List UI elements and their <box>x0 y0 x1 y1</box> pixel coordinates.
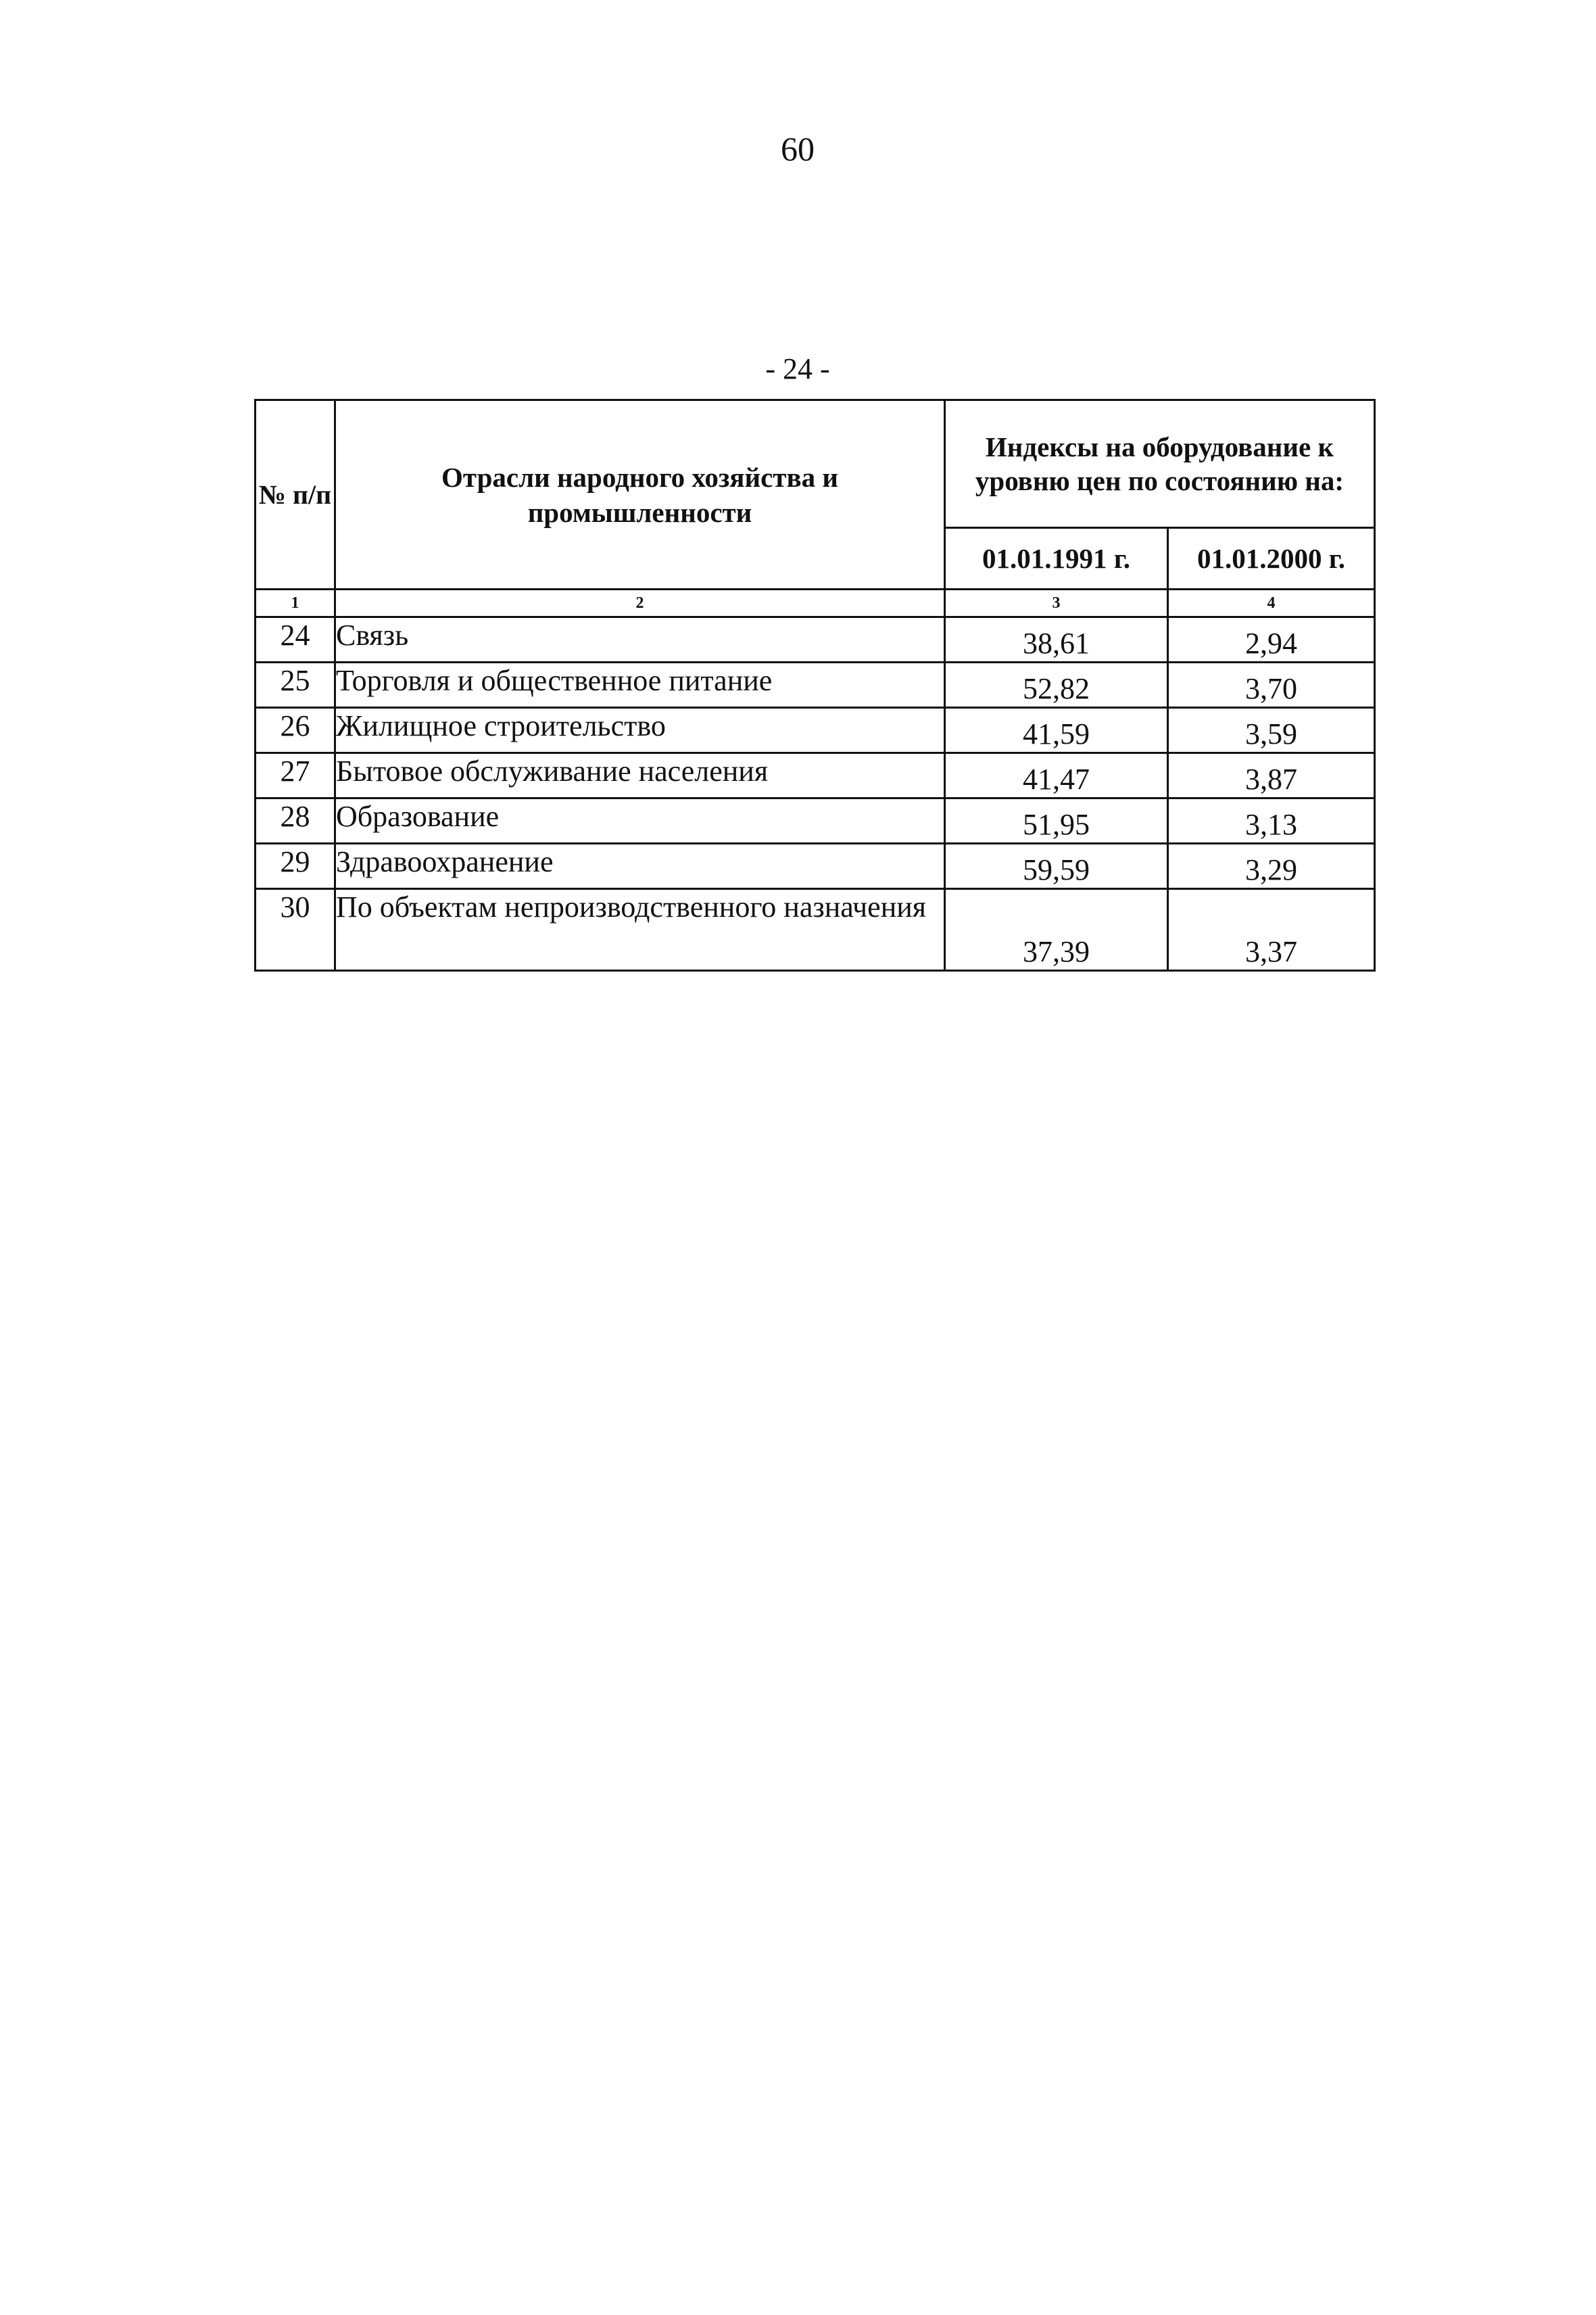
row-industry: Жилищное строительство <box>335 708 945 753</box>
row-value-2000: 3,70 <box>1168 663 1375 708</box>
row-value-1991: 38,61 <box>945 617 1168 663</box>
column-number-row <box>256 590 1375 617</box>
row-value-1991: 41,59 <box>945 708 1168 753</box>
table-row <box>256 663 1375 708</box>
row-value-2000: 3,87 <box>1168 753 1375 798</box>
row-industry: Образование <box>335 798 945 844</box>
row-number: 28 <box>256 798 335 844</box>
row-number: 30 <box>256 889 335 971</box>
table-row <box>256 889 1375 971</box>
header-date-2000: 01.01.2000 г. <box>1168 528 1375 590</box>
header-industry-cell: Отрасли народного хозяйства и промышленности <box>335 400 945 590</box>
column-number: 3 <box>945 590 1168 617</box>
header-number-cell: № п/п <box>256 400 335 590</box>
row-value-1991: 52,82 <box>945 663 1168 708</box>
table-row <box>256 617 1375 663</box>
row-industry: По объектам непроизводственного назначения <box>335 889 945 971</box>
row-number: 29 <box>256 844 335 889</box>
page-number: 60 <box>781 130 815 168</box>
column-number: 4 <box>1168 590 1375 617</box>
row-value-2000: 3,37 <box>1168 889 1375 971</box>
table-row <box>256 753 1375 798</box>
table-row <box>256 844 1375 889</box>
table-body <box>256 617 1375 971</box>
row-value-1991: 41,47 <box>945 753 1168 798</box>
row-number: 26 <box>256 708 335 753</box>
row-value-2000: 3,29 <box>1168 844 1375 889</box>
table-row <box>256 798 1375 844</box>
row-number: 27 <box>256 753 335 798</box>
column-number: 1 <box>256 590 335 617</box>
indices-table <box>254 399 1376 972</box>
column-number: 2 <box>335 590 945 617</box>
row-value-1991: 37,39 <box>945 889 1168 971</box>
row-industry: Связь <box>335 617 945 663</box>
sub-page-number: - 24 - <box>765 352 830 385</box>
row-value-2000: 2,94 <box>1168 617 1375 663</box>
row-industry: Здравоохранение <box>335 844 945 889</box>
row-value-1991: 51,95 <box>945 798 1168 844</box>
row-industry: Торговля и общественное питание <box>335 663 945 708</box>
table-header <box>256 400 1375 617</box>
row-industry: Бытовое обслуживание населения <box>335 753 945 798</box>
row-value-2000: 3,13 <box>1168 798 1375 844</box>
header-indices-cell: Индексы на оборудование к уровню цен по состоянию на: <box>945 400 1375 528</box>
row-value-1991: 59,59 <box>945 844 1168 889</box>
row-value-2000: 3,59 <box>1168 708 1375 753</box>
header-date-1991: 01.01.1991 г. <box>945 528 1168 590</box>
row-number: 24 <box>256 617 335 663</box>
row-number: 25 <box>256 663 335 708</box>
table-row <box>256 708 1375 753</box>
header-row-top <box>256 400 1375 528</box>
